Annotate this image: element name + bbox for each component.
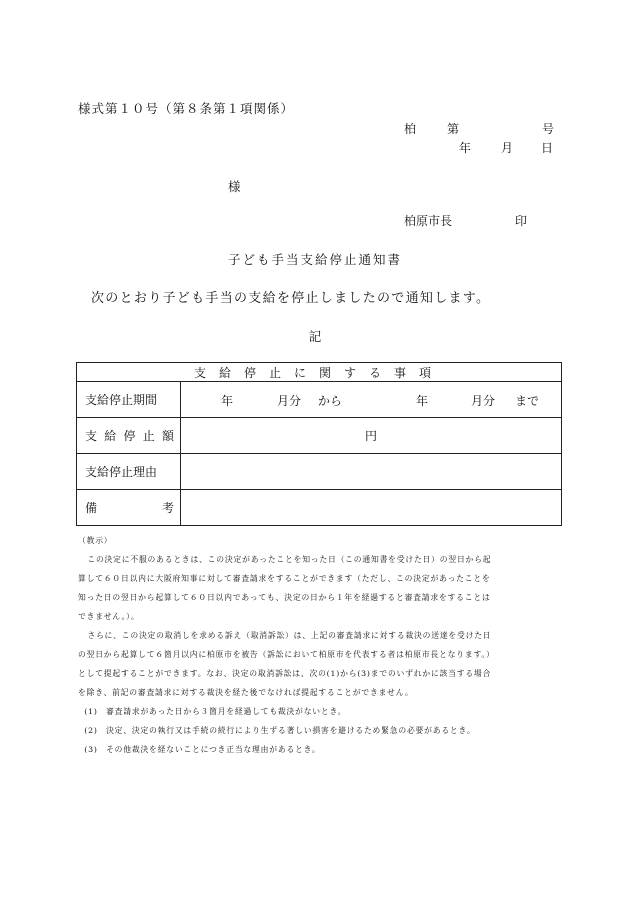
notice-item: (3) その他裁決を経ないことにつき正当な理由があるとき。 bbox=[84, 745, 321, 754]
issuer-name: 柏原市長 bbox=[404, 214, 453, 228]
table-row bbox=[77, 454, 562, 490]
table-row bbox=[77, 418, 562, 454]
period-from: から bbox=[318, 394, 343, 408]
spread-label: 支 給 停 止 額 bbox=[85, 429, 174, 443]
instruction-notice bbox=[78, 531, 568, 759]
body-text: 次のとおり子ども手当の支給を停止しましたので通知します。 bbox=[91, 291, 491, 306]
table-header: 支給停止に関する事項 bbox=[77, 363, 562, 382]
reference-dai: 第 bbox=[447, 122, 460, 136]
document-title: 子ども手当支給停止通知書 bbox=[227, 252, 402, 267]
info-table bbox=[76, 362, 562, 526]
seal-mark: 印 bbox=[515, 214, 528, 228]
period-to: まで bbox=[515, 394, 540, 408]
amount-cell: 円 bbox=[181, 418, 562, 454]
row-label: 支給停止理由 bbox=[77, 454, 181, 490]
period-year-2: 年 bbox=[416, 394, 429, 408]
remarks-cell bbox=[181, 490, 562, 526]
notice-item: (2) 決定、決定の執行又は手続の続行により生ずる著しい損害を避けるため緊急の必要があるとき。 bbox=[84, 726, 476, 735]
date-year: 年 bbox=[459, 141, 472, 155]
period-month-1: 月分 bbox=[277, 394, 302, 408]
row-label bbox=[77, 490, 181, 526]
table-row bbox=[77, 490, 562, 526]
reference-prefix: 柏 bbox=[404, 122, 417, 136]
period-cell bbox=[181, 382, 562, 418]
reference-go: 号 bbox=[542, 122, 555, 136]
ki-mark: 記 bbox=[308, 329, 322, 344]
period-year-1: 年 bbox=[221, 394, 234, 408]
notice-heading: （教示） bbox=[78, 536, 113, 545]
table-row bbox=[77, 382, 562, 418]
addressee-suffix: 様 bbox=[228, 179, 241, 194]
row-label: 支給停止期間 bbox=[77, 382, 181, 418]
notice-paragraph-2: さらに、この決定の取消しを求める訴え（取消訴訟）は、上記の審査請求に対する裁決の送達を受けた日 の翌日から起算して６箇月以内に柏原市を被告（訴訟において柏原市を代表する者は柏原市長となります。） として提起することができます。なお、決定の取消訴訟は、次の(1)から(3)までのいずれかに該当する場合 を除き、前記の審査請求に対する裁決を経た後でなければ提起することができません。 bbox=[78, 631, 495, 697]
form-number: 様式第１０号（第８条第１項関係） bbox=[78, 101, 295, 116]
period-month-2: 月分 bbox=[471, 394, 496, 408]
notice-item: (1) 審査請求があった日から３箇月を経過しても裁決がないとき。 bbox=[84, 707, 347, 716]
row-label bbox=[77, 418, 181, 454]
date-day: 日 bbox=[541, 141, 554, 155]
notice-paragraph-1: この決定に不服のあるときは、この決定があったことを知った日（この通知書を受けた日）の翌日から起 算して６０日以内に大阪府知事に対して審査請求をすることができます（ただし、この決定があったことを 知った日の翌日から起算して６０日以内であっても、決定の日から１年を経過すると審査請求をすることは できません。）。 bbox=[78, 555, 492, 621]
spread-label: 備 考 bbox=[85, 501, 174, 515]
date-month: 月 bbox=[501, 141, 514, 155]
reason-cell bbox=[181, 454, 562, 490]
